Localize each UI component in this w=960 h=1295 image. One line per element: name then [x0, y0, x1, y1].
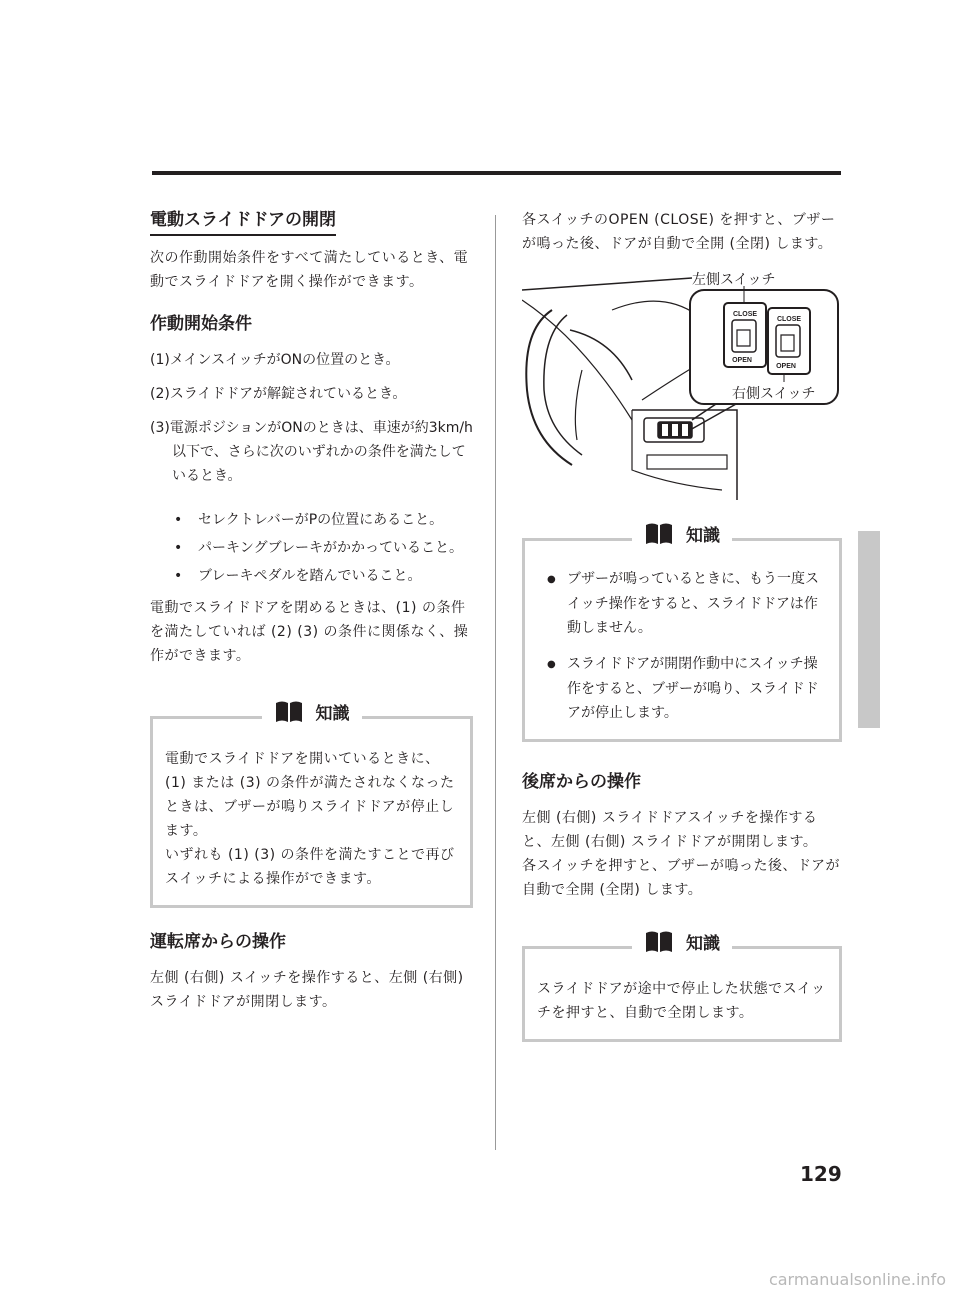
conditions-heading: 作動開始条件 [150, 314, 252, 334]
condition-3: (3)電源ポジションがONのときは、車速が約3km/h以下で、さらに次のいずれかの条件を満たしているとき。 [150, 420, 473, 484]
condition-1: (1)メインスイッチがONの位置のとき。 [150, 352, 400, 368]
note-text: 電動でスライドドアを開いているときに、(1) または (3) の条件が満たされなくなったときは、ブザーが鳴りスライドドアが停止します。 [165, 751, 455, 839]
note-bullet-list [537, 567, 827, 725]
book-icon [644, 930, 674, 954]
rear-text: 左側 (右側) スライドドアスイッチを操作すると、左側 (右側) スライドドアが開閉します。 [522, 810, 818, 850]
list-item: ● スライドドアが開閉作動中にスイッチ操作をすると、ブザーが鳴り、スライドドアが停止します。 [537, 652, 827, 725]
watermark: carmanualsonline.info [768, 1270, 946, 1289]
rear-text: 各スイッチを押すと、ブザーが鳴った後、ドアが自動で全開 (全閉) します。 [522, 858, 841, 898]
right-switch-label: 右側スイッチ [732, 386, 816, 402]
close-text: 電動でスライドドアを閉めるときは、(1) の条件を満たしていれば (2) (3) の条件に関係なく、操作ができます。 [150, 600, 469, 664]
note-text: スライドドアが途中で停止した状態でスイッチを押すと、自動で全閉します。 [537, 981, 826, 1021]
driver-heading: 運転席からの操作 [150, 932, 286, 952]
note-label-text: 知識 [315, 704, 350, 724]
intro-text: 次の作動開始条件をすべて満たしているとき、電動でスライドドアを開く操作ができます。 [150, 250, 469, 290]
column-divider [495, 215, 496, 1150]
page-number: 129 [800, 1162, 842, 1186]
left-switch-label: 左側スイッチ [692, 272, 776, 288]
note-label [262, 699, 362, 724]
list-item: • パーキングブレーキがかかっていること。 [150, 536, 473, 560]
right-switch-icon [768, 308, 810, 374]
note-label-text: 知識 [686, 526, 720, 546]
note-label-text: 知識 [686, 934, 720, 954]
knowledge-note [150, 704, 473, 908]
note-text: いずれも (1) (3) の条件を満たすことで再びスイッチによる操作ができます。 [165, 847, 455, 887]
close-label: CLOSE [732, 311, 758, 318]
sub-conditions-list [150, 508, 473, 588]
left-column [150, 208, 473, 1014]
knowledge-note [522, 526, 842, 742]
list-item: ● ブザーが鳴っているときに、もう一度スイッチ操作をすると、スライドドアは作動しません。 [537, 567, 827, 640]
steering-wheel-icon [526, 310, 632, 465]
knowledge-note [522, 934, 842, 1042]
list-item: • ブレーキペダルを踏んでいること。 [150, 564, 473, 588]
note-label [632, 929, 732, 954]
list-item: • セレクトレバーがPの位置にあること。 [150, 508, 473, 532]
right-column [522, 208, 842, 1042]
note-label [632, 521, 732, 546]
section-tab [858, 531, 880, 728]
close-label: CLOSE [776, 316, 802, 323]
condition-2: (2)スライドドアが解錠されているとき。 [150, 386, 407, 402]
rear-heading: 後席からの操作 [522, 772, 641, 792]
open-label: OPEN [732, 357, 752, 364]
driver-text: 左側 (右側) スイッチを操作すると、左側 (右側) スライドドアが開閉します。 [150, 970, 464, 1010]
book-icon [274, 700, 304, 724]
header-rule [152, 171, 841, 175]
book-icon [644, 522, 674, 546]
dashboard-switch-illustration [522, 270, 842, 500]
left-switch-icon [724, 303, 766, 367]
switch-intro-text: 各スイッチのOPEN (CLOSE) を押すと、ブザーが鳴った後、ドアが自動で全開 (全閉) します。 [522, 212, 836, 252]
section-heading: 電動スライドドアの開閉 [150, 208, 336, 236]
open-label: OPEN [776, 363, 796, 370]
